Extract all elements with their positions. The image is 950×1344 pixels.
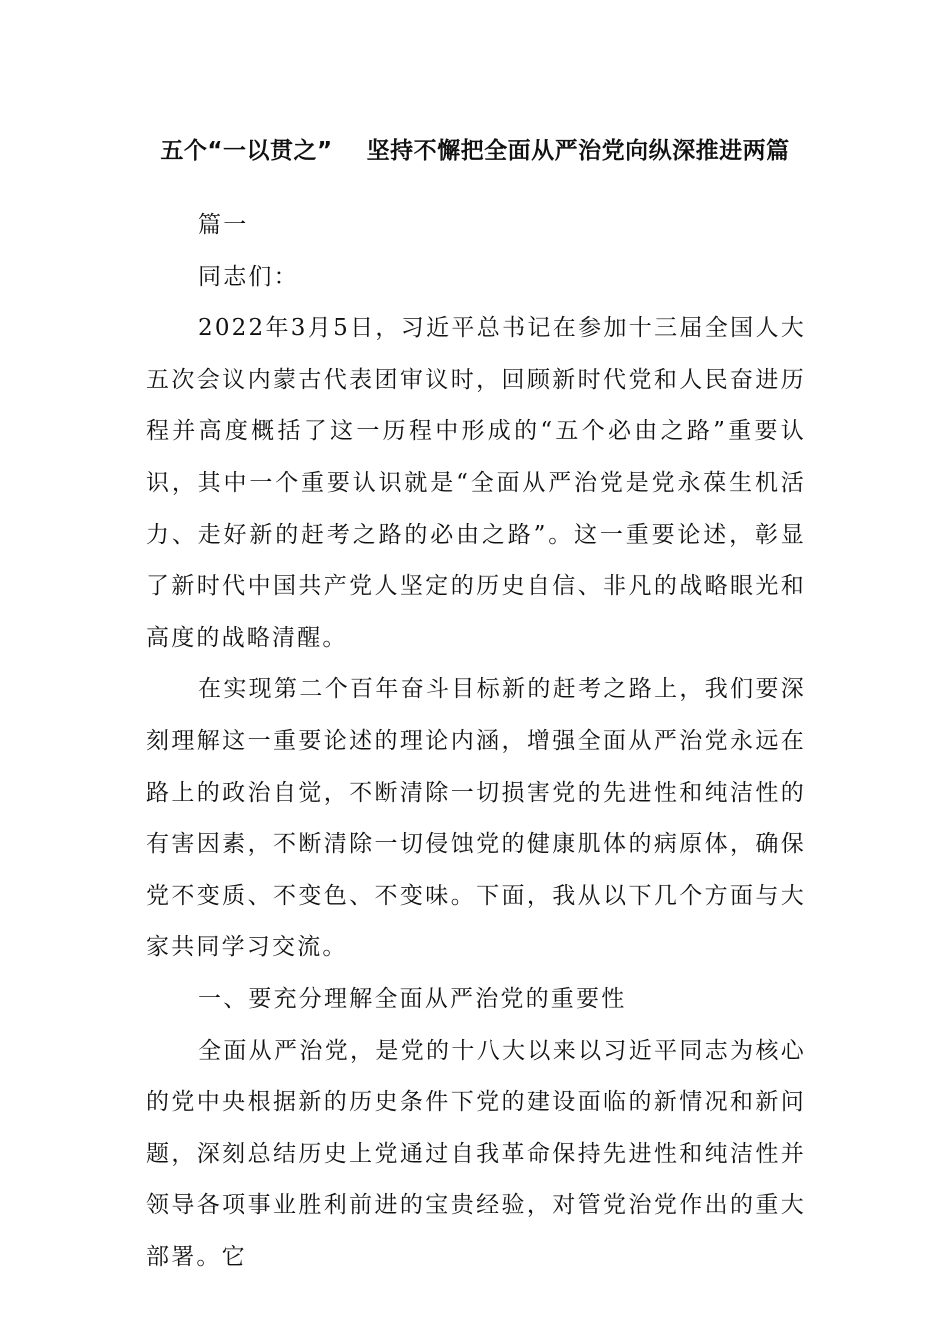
document-body [146, 200, 806, 1283]
salutation: 同志们： [198, 263, 299, 290]
body-paragraph: 2022年3月5日，习近平总书记在参加十三届全国人大五次会议内蒙古代表团审议时，回顾新时代党和人民奋进历程并高度概括了这一历程中形成的“五个必由之路”重要认识，其中一个重要认识就是“全面从严治党是党永葆生机活力、走好新的赶考之路的必由之路”。这一重要论述，彰显了新时代中国共产党人坚定的历史自信、非凡的战略眼光和高度的战略清醒。 [146, 315, 806, 651]
body-paragraph: 在实现第二个百年奋斗目标新的赶考之路上，我们要深刻理解这一重要论述的理论内涵，增强全面从严治党永远在路上的政治自觉，不断清除一切损害党的先进性和纯洁性的有害因素，不断清除一切侵蚀党的健康肌体的病原体，确保党不变质、不变色、不变味。下面，我从以下几个方面与大家共同学习交流。 [146, 676, 806, 961]
document-title: 五个“一以贯之” 坚持不懈把全面从严治党向纵深推进两篇 [160, 138, 790, 164]
section-heading: 一、要充分理解全面从严治党的重要性 [198, 985, 627, 1012]
section-label: 篇一 [198, 212, 249, 238]
body-paragraph: 全面从严治党，是党的十八大以来以习近平同志为核心的党中央根据新的历史条件下党的建设面临的新情况和新问题，深刻总结历史上党通过自我革命保持先进性和纯洁性并领导各项事业胜利前进的宝贵经验，对管党治党作出的重大部署。它 [146, 1037, 806, 1270]
